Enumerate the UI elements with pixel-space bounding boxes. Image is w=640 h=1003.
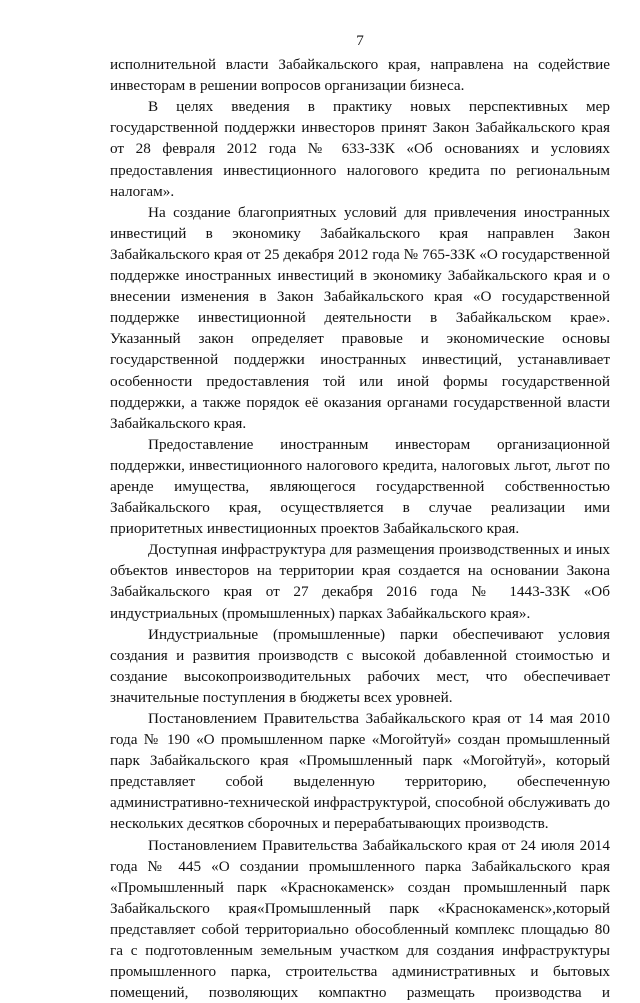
paragraph-infrastructure: Доступная инфраструктура для размещения производственных и иных объектов инвесторов на территории края создается на основании Закона Забайкальского края от 27 декабря 2016 года № 1443-ЗЗК «Об индустриальных (промышленных) парках Забайкальского края». <box>110 541 610 622</box>
document-page <box>110 30 610 1003</box>
paragraph-krasnokamensk-park: Постановлением Правительства Забайкальского края от 24 июля 2014 года № 445 «О создании промышленного парка Забайкальского края «Промышленный парк «Краснокаменск» создан промышленный парк Забайкальского края«Промышленный парк «Краснокаменск»,который представляет собой территориально обособленный комплекс площадью 80 га с подготовленным земельным участком для создания инфраструктуры промышленного парка, строительства административных и бытовых помещений, позволяющих компактно размещать производства и <box>110 836 610 1002</box>
paragraph-tax-credit-law: В целях введения в практику новых перспективных мер государственной поддержки инвесторов принят Закон Забайкальского края от 28 февраля 2012 года № 633-ЗЗК «Об основаниях и условиях предоставления инвестиционного налогового кредита по региональным налогам». <box>110 98 610 200</box>
page-number: 7 <box>356 32 364 49</box>
paragraph-continuation: исполнительной власти Забайкальского края, направлена на содействие инвесторам в решении вопросов организации бизнеса. <box>110 56 610 95</box>
paragraph-industrial-parks: Индустриальные (промышленные) парки обеспечивают условия создания и развития производств с высокой добавленной стоимостью и создание высокопроизводительных рабочих мест, что обеспечивает значительные поступления в бюджеты всех уровней. <box>110 625 610 706</box>
paragraph-foreign-investor-support: Предоставление иностранным инвесторам организационной поддержки, инвестиционного налогового кредита, налоговых льгот, льгот по аренде имущества, являющегося государственной собственностью Забайкальского края, осуществляется в случае реализации ими приоритетных инвестиционных проектов Забайкальского края. <box>110 435 610 538</box>
paragraph-foreign-investment-law: На создание благоприятных условий для привлечения иностранных инвестиций в экономику Забайкальского края направлен Закон Забайкальского края от 25 декабря 2012 года № 765-ЗЗК «О государственной поддержке иностранных инвестиций в экономику Забайкальского края и о внесении изменения в Закон Забайкальского края «О государственной поддержке инвестиционной деятельности в Забайкальском крае». Указанный закон определяет правовые и экономические основы государственной поддержки иностранных инвестиций, устанавливает особенности предоставления той или иной формы государственной поддержки, а также порядок её оказания органами государственной власти Забайкальского края. <box>110 203 610 432</box>
paragraph-mogoytuy-park: Постановлением Правительства Забайкальского края от 14 мая 2010 года № 190 «О промышленном парке «Могойтуй» создан промышленный парк Забайкальского края «Промышленный парк «Могойтуй», который представляет собой выделенную территорию, обеспеченную административно-технической инфраструктурой, способной обслуживать до нескольких десятков сборочных и перерабатывающих производств. <box>110 710 610 833</box>
